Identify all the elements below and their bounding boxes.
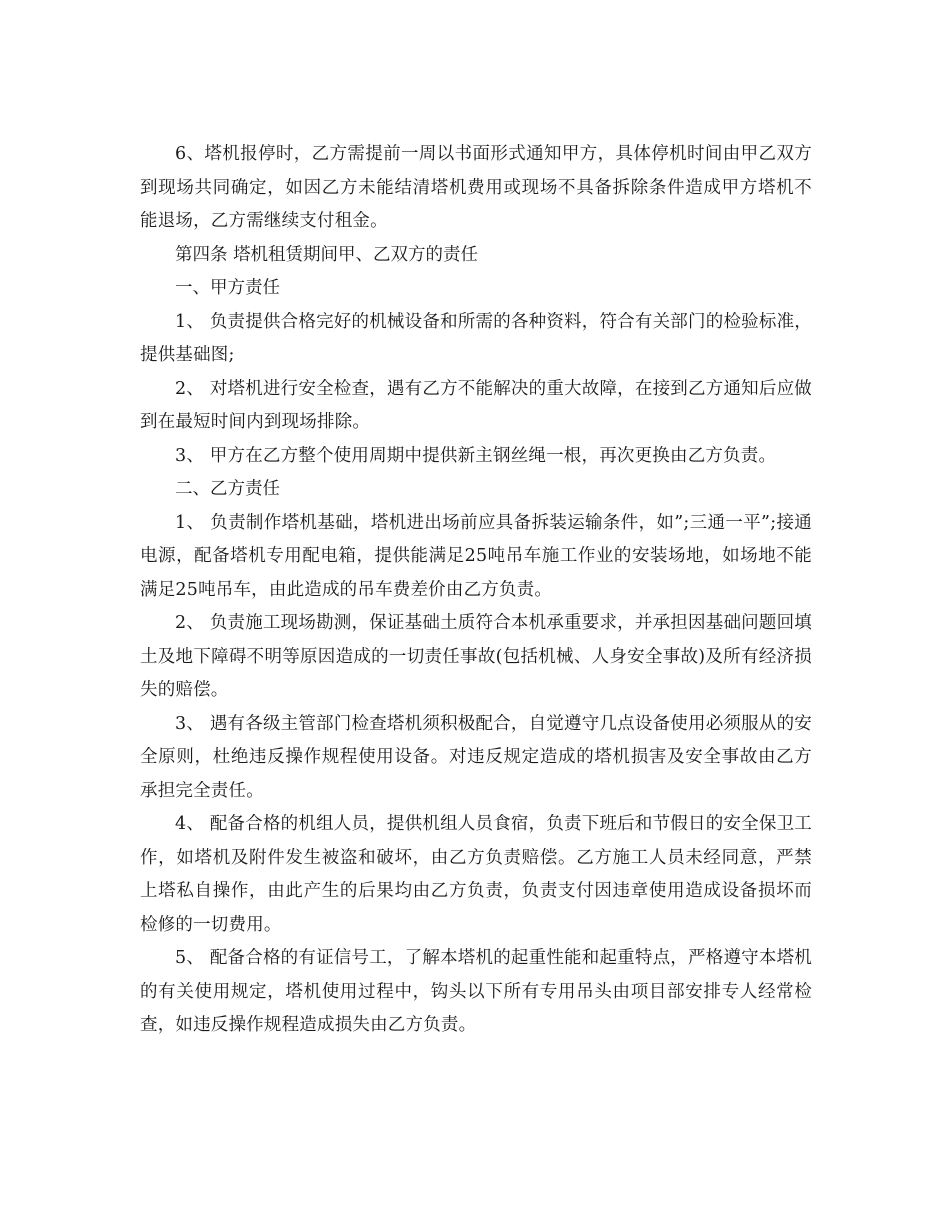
document-page [140,138,812,1043]
party-a-item-3: 3、 甲方在乙方整个使用周期中提供新主钢丝绳一根，再次更换由乙方负责。 [175,445,777,466]
party-b-item-4: 4、 配备合格的机组人员，提供机组人员食宿，负责下班后和节假日的安全保卫工作，如塔机及附件发生被盗和破坏，由乙方负责赔偿。乙方施工人员未经同意，严禁上塔私自操作，由此产生的后果均由乙方负责，负责支付因违章使用造成设备损坏而检修的一切费用。 [140,814,812,935]
party-a-responsibilities-heading: 一、甲方责任 [175,278,280,298]
party-b-item-1: 1、 负责制作塔机基础，塔机进出场前应具备拆装运输条件，如”;三通一平”;接通电源，配备塔机专用配电箱，提供能满足25吨吊车施工作业的安装场地，如场地不能满足25吨吊车，由此造成的吊车费差价由乙方负责。 [140,512,812,600]
party-a-item-1: 1、 负责提供合格完好的机械设备和所需的各种资料，符合有关部门的检验标准，提供基础图; [140,311,812,365]
party-b-item-3: 3、 遇有各级主管部门检查塔机须积极配合，自觉遵守几点设备使用必须服从的安全原则，杜绝违反操作规程使用设备。对违反规定造成的塔机损害及安全事故由乙方承担完全责任。 [140,713,812,801]
paragraph-rental-stop-notice: 6、塔机报停时，乙方需提前一周以书面形式通知甲方，具体停机时间由甲乙双方到现场共同确定，如因乙方未能结清塔机费用或现场不具备拆除条件造成甲方塔机不能退场，乙方需继续支付租金。 [140,144,812,231]
article-four-heading: 第四条 塔机租赁期间甲、乙双方的责任 [175,244,479,265]
party-b-responsibilities-heading: 二、乙方责任 [175,479,280,499]
party-b-item-2: 2、 负责施工现场勘测，保证基础土质符合本机承重要求，并承担因基础问题回填土及地下障碍不明等原因造成的一切责任事故(包括机械、人身安全事故)及所有经济损失的赔偿。 [140,613,812,700]
party-a-item-2: 2、 对塔机进行安全检查，遇有乙方不能解决的重大故障，在接到乙方通知后应做到在最短时间内到现场排除。 [140,378,812,432]
party-b-item-5: 5、 配备合格的有证信号工，了解本塔机的起重性能和起重特点，严格遵守本塔机的有关使用规定，塔机使用过程中，钩头以下所有专用吊头由项目部安排专人经常检查，如违反操作规程造成损失由乙方负责。 [140,948,812,1035]
